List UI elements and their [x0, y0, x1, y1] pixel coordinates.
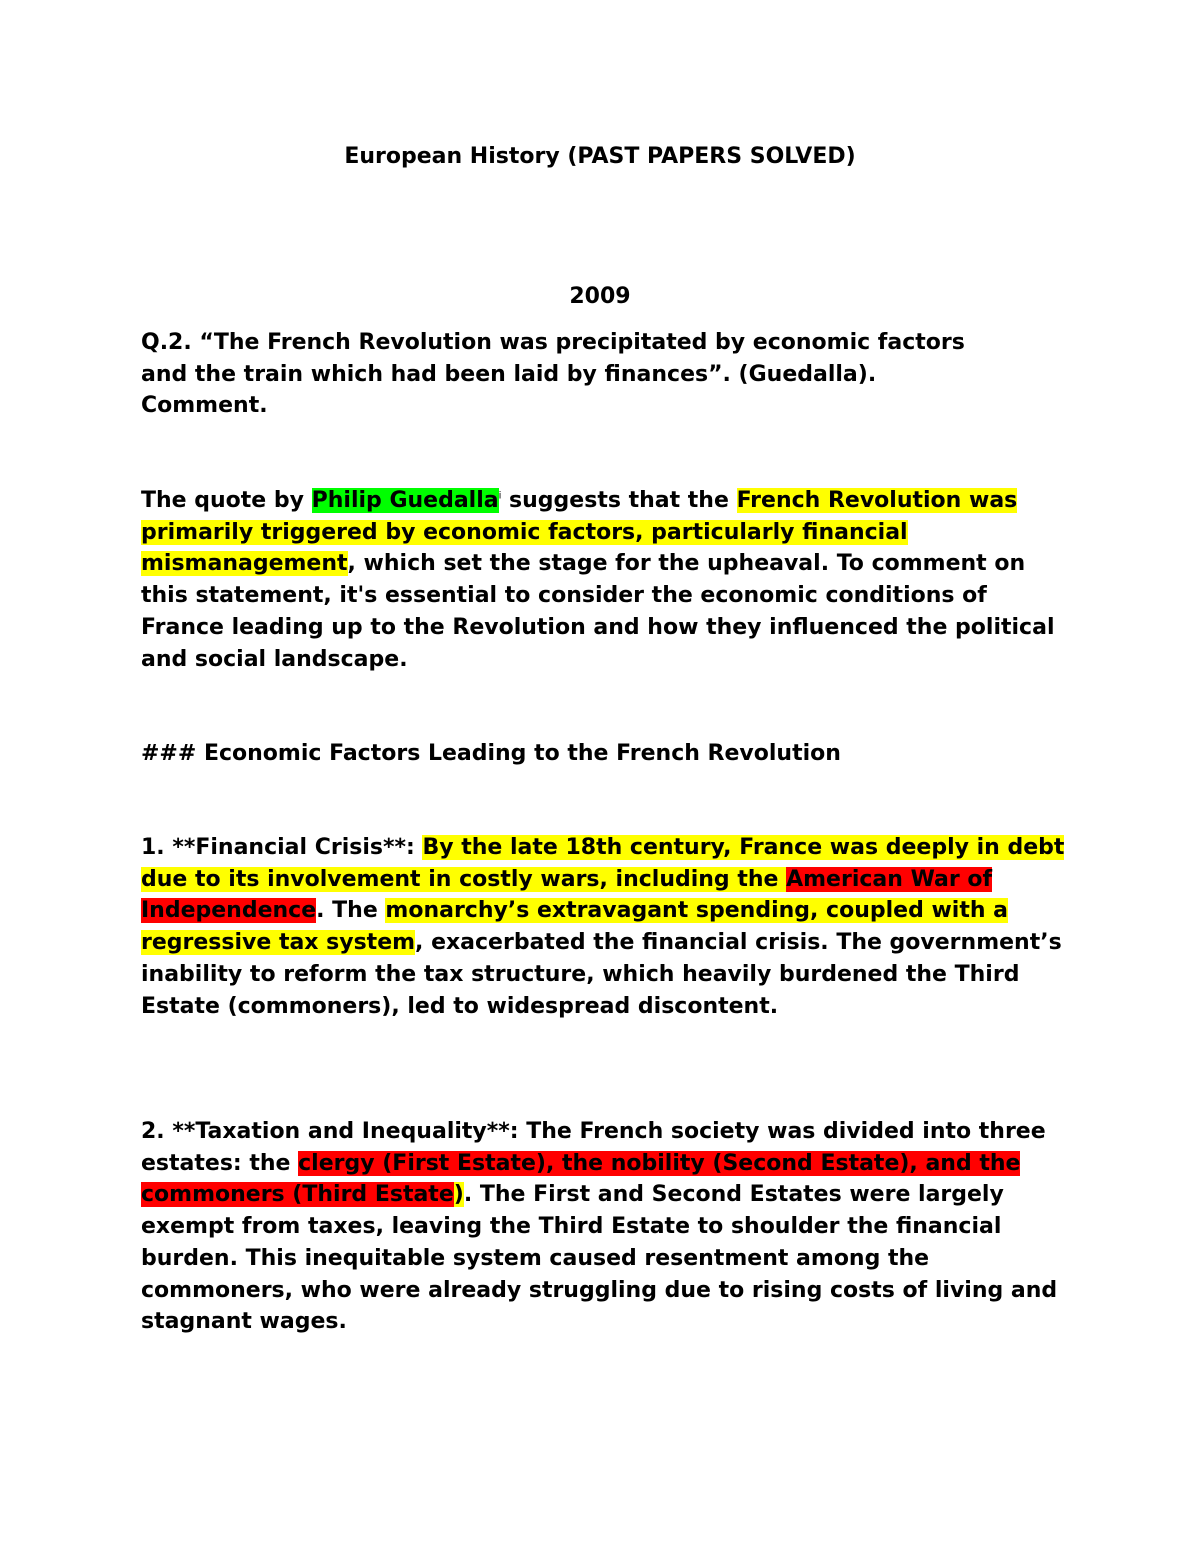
highlight-estates: clergy (First Estate), the nobility (Second Estate), and the commoners (Third Estate	[141, 1150, 1021, 1208]
point-text: , exacerbated the financial crisis. The government’s inability to reform the tax structure, which heavily burdened the Third Estate (commoners), led to widespread discontent.	[141, 930, 1062, 1019]
point-financial-crisis	[141, 832, 1071, 1022]
question-text	[141, 327, 1071, 422]
intro-text: The quote by	[141, 488, 312, 513]
year-heading: 2009	[569, 284, 631, 309]
question-line: and the train which had been laid by finances”. (Guedalla).	[141, 361, 877, 387]
highlight-paren: )	[453, 1182, 464, 1208]
endnote-marker[interactable]: i	[498, 490, 502, 502]
highlight-war: American War of Independence	[141, 866, 993, 924]
highlight-debt: By the late 18th century, France was deeply in debt due to its involvement in costly wars, including the	[141, 835, 1065, 892]
intro-paragraph	[141, 485, 1071, 675]
point-text: . The First and Second Estates were largely exempt from taxes, leaving the Third Estate to shoulder the financial burden. This inequitable system caused resentment among the commoners, who were already struggling due to rising costs of living and stagnant wages.	[141, 1182, 1058, 1335]
point-taxation-inequality	[141, 1116, 1071, 1338]
point-text: 2. **Taxation and Inequality**: The French society was divided into three estates: the	[141, 1119, 1046, 1176]
question-line: Q.2. “The French Revolution was precipitated by economic factors	[141, 330, 965, 355]
highlight-spending: monarchy’s extravagant spending, coupled with a regressive tax system	[141, 898, 1009, 956]
intro-text: suggests that the	[501, 488, 737, 513]
section-heading: ### Economic Factors Leading to the French Revolution	[141, 741, 841, 766]
highlight-thesis: French Revolution was primarily triggered by economic factors, particularly financial mismanagement	[141, 488, 1018, 577]
highlight-name: Philip Guedalla	[311, 488, 499, 513]
point-text: 1. **Financial Crisis**:	[141, 835, 423, 860]
question-line: Comment.	[141, 393, 268, 419]
intro-text: , which set the stage for the upheaval. To comment on this statement, it's essential to consider the economic conditions of France leading up to the Revolution and how they influenced the political and social landscape.	[141, 551, 1055, 672]
point-text: . The	[316, 898, 386, 924]
document-title: European History (PAST PAPERS SOLVED)	[344, 144, 856, 169]
